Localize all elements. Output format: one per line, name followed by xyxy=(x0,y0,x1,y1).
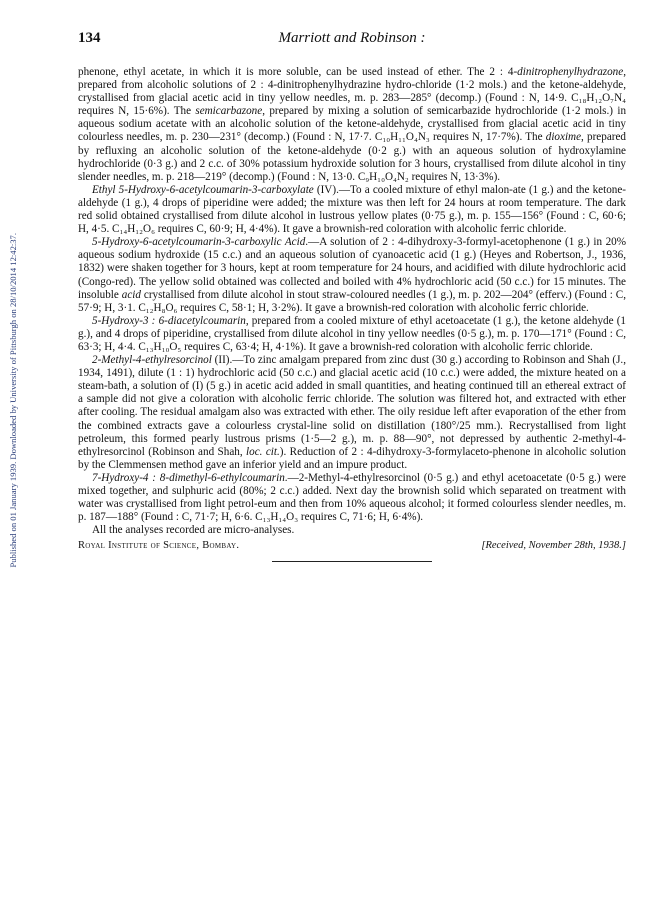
article-body xyxy=(78,66,626,562)
italic-text: dioxime xyxy=(545,131,582,144)
paragraph xyxy=(78,315,626,354)
text-run: All the analyses recorded are micro-analyses. xyxy=(92,524,295,537)
paragraph xyxy=(78,236,626,315)
text-run: crystallised from dilute alcohol in stout straw-coloured needles (1 g.), m. p. 202—204° (efferv.) (Found : C, 57·9; H, 3·1. C₁₂H₈O₆ requires C, 58·1; H, 3·2%). It gave a brownish-red coloration with alcoholic ferric chloride. xyxy=(78,288,626,314)
text-run: , prepared from alcoholic solutions of 2 : 4-dinitrophenylhydrazine hydro-chloride (1·2 mols.) and the ketone-aldehyde, crystallised from glacial acetic acid in tiny yellow needles, m. p. 283—285° (decomp.) (Found : N, 14·9. C₁₈H₁₂O₇N₄ requires N, 15·6%). The xyxy=(78,66,626,118)
text-run: ). Reduction of 2 : 4-dihydroxy-3-formylaceto-phenone in alcoholic solution by the Clemmensen method gave an inferior yield and an impure product. xyxy=(78,445,626,471)
italic-text: 7-Hydroxy-4 : 8-dimethyl-6-ethylcoumarin xyxy=(92,471,285,484)
running-head: Marriott and Robinson : xyxy=(278,30,426,46)
italic-text: semicarbazone xyxy=(195,105,263,118)
paragraph xyxy=(78,354,626,472)
paragraph xyxy=(78,184,626,236)
paragraph-list xyxy=(78,66,626,537)
text-run: , prepared by refluxing an alcoholic solution of the ketone-aldehyde (0·2 g.) with an aqueous solution of hydroxylamine hydrochloride (0·3 g.) and 2 c.c. of 30% potassium hydroxide solution for 3 hours, crystallised from dilute alcohol in tiny slender needles, m. p. 218—219° (decomp.) (Found : N, 13·0. C₉H₁₀O₄N₂ requires N, 13·3%). xyxy=(78,131,626,183)
text-run: .—A solution of 2 : 4-dihydroxy-3-formyl-acetophenone (1 g.) in 20% aqueous sodium hydroxide (15 c.c.) and an aqueous solution of cyanoacetic acid (1 g.) (Heyes and Robertson, J., 1936, 1832) were shaken together for 3 hours, kept at room temperature for 24 hours, and acidified with dilute hydrochloric acid (Congo-red). The yellow solid obtained was collected and boiled with 4% hydrochloric acid (50 c.c.) for 15 minutes. The insoluble xyxy=(78,236,627,301)
text-run: (II).—To zinc amalgam prepared from zinc dust (30 g.) according to Robinson and Shah (J., 1934, 1491), dilute (1 : 1) hydrochloric acid (50 c.c.) and glacial acetic acid (10 c.c.) were added, the mixture heated on a steam-bath, a solution of (I) (5 g.) in acetic acid added in small quantities, and heating continued till an ethereal extract of a sample did not give a coloration with alcoholic ferric chloride. The solution was filtered hot, and extracted with ether after cooling. The residual amalgam also was extracted with ether. The oily residue left after evaporation of the ether from the combined extracts gave a colourless crystal-line solid on distillation (180°/25 mm.). Recrystallised from light petroleum, this formed pearly lustrous prisms (1·5—2 g.), m. p. 88—90°, not depressed by authentic 2-methyl-4-ethylresorcinol (Robinson and Shah, xyxy=(78,354,626,458)
italic-text: 5-Hydroxy-6-acetylcoumarin-3-carboxylic Acid xyxy=(92,236,306,249)
article-footer xyxy=(78,539,626,552)
page-header xyxy=(78,30,626,50)
paragraph xyxy=(78,472,626,524)
paragraph xyxy=(78,524,626,537)
text-run: phenone, ethyl acetate, in which it is more soluble, can be used instead of ether. The 2 : 4- xyxy=(78,66,518,78)
italic-text: dinitrophenylhydrazone xyxy=(517,66,624,78)
text-run: (IV).—To a cooled mixture of ethyl malon-ate (1 g.) and the ketone-aldehyde (1 g.), 4 drops of piperidine were added; the mixture was then left for 24 hours at room temperature. The dark red solid obtained crystallised from dilute alcohol in lustrous yellow plates (0·75 g.), m. p. 155—156° (Found : C, 60·6; H, 4·5. C₁₄H₁₂O₆ requires C, 60·9; H, 4·4%). It gave a brownish-red coloration with alcoholic ferric chloride. xyxy=(78,183,626,236)
page-number: 134 xyxy=(78,30,101,46)
end-rule xyxy=(272,561,432,562)
text-run: .—2-Methyl-4-ethylresorcinol (0·5 g.) and ethyl acetoacetate (0·5 g.) were mixed together, and sulphuric acid (80%; 2 c.c.) added. Next day the brownish solid which separated on treatment with water was crystallised from light petrol-eum and then from 10% aqueous alcohol; it formed colourless slender needles, m. p. 187—188° (Found : C, 71·7; H, 6·6. C₁₃H₁₄O₃ requires C, 71·6; H, 6·4%). xyxy=(78,471,626,524)
italic-text: 2-Methyl-4-ethylresorcinol xyxy=(92,354,212,367)
italic-text: 5-Hydroxy-3 : 6-diacetylcoumarin xyxy=(92,314,246,327)
text-run: , prepared from a cooled mixture of ethyl acetoacetate (1 g.), the ketone aldehyde (1 g.), and 4 drops of piperidine, crystallised from dilute alcohol in tiny yellow needles (0·5 g.), m. p. 170—171° (Found : C, 63·3; H, 4·4. C₁₃H₁₀O₅ requires C, 63·4; H, 4·1%). It gave a brownish-red coloration with alcoholic ferric chloride. xyxy=(78,314,626,353)
italic-text: Ethyl 5-Hydroxy-6-acetylcoumarin-3-carboxylate xyxy=(92,183,314,196)
download-watermark xyxy=(6,120,20,680)
text-run: , prepared by mixing a solution of semicarbazide hydrochloride (1·2 mols.) in aqueous sodium acetate with an alcoholic solution of the ketone-aldehyde, crystallised from glacial acetic acid in tiny colourless needles, m. p. 230—231° (decomp.) (Found : N, 17·7. C₁₀H₁₁O₄N₃ requires N, 17·7%). The xyxy=(78,105,627,144)
paragraph xyxy=(78,66,626,184)
received-date: [Received, November 28th, 1938.] xyxy=(481,540,626,552)
institute-affiliation: Royal Institute of Science, Bombay. xyxy=(78,540,240,552)
italic-text: acid xyxy=(121,288,141,301)
italic-text: loc. cit. xyxy=(246,445,280,458)
download-watermark-text: Published on 01 January 1939. Downloaded by University of Pittsburgh on 28/10/2014 12:42:37. xyxy=(8,232,18,568)
